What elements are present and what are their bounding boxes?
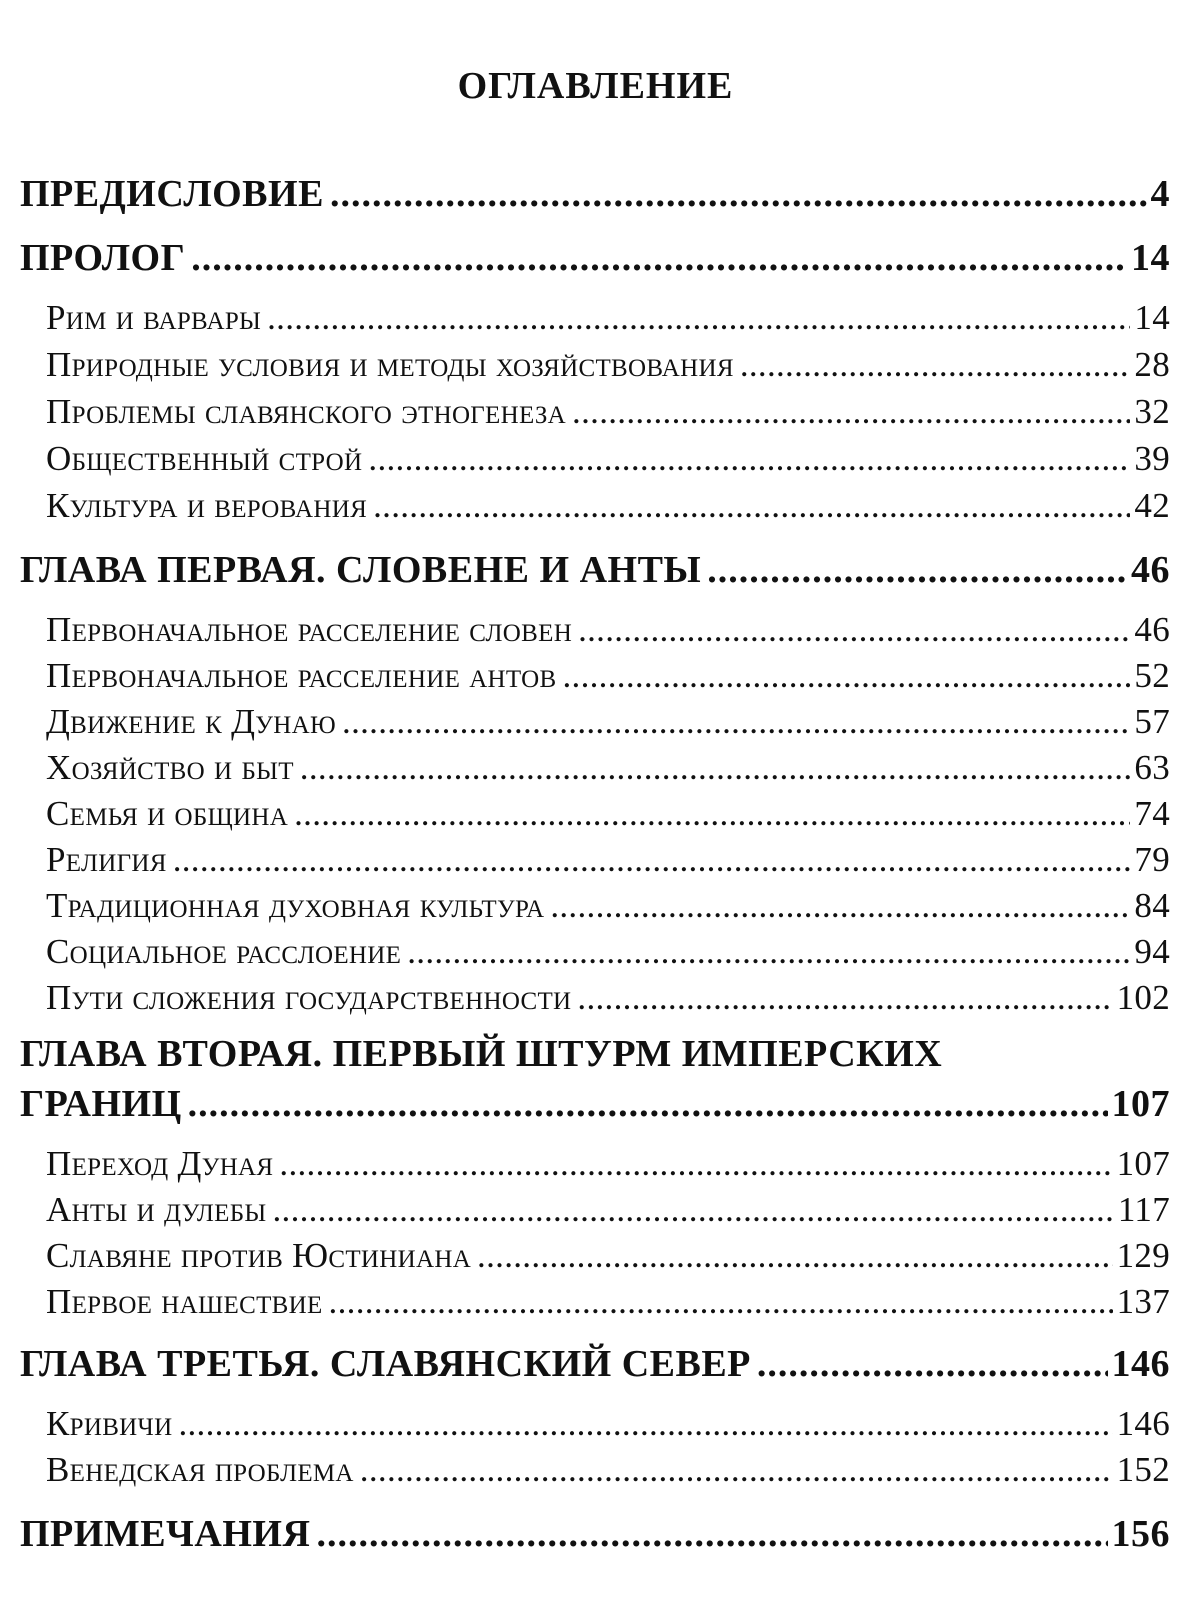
dot-leader (342, 702, 1130, 742)
toc-entry-family[interactable] (46, 794, 1170, 834)
toc-entry-page: 117 (1117, 1190, 1170, 1229)
dot-leader (578, 610, 1130, 650)
toc-entry-label: Проблемы славянского этногенеза (46, 392, 567, 431)
toc-entry-label: Культура и верования (46, 486, 368, 525)
toc-entry-social-order[interactable] (46, 439, 1170, 479)
toc-entry-page: 129 (1116, 1236, 1170, 1275)
toc-entry-notes[interactable] (20, 1512, 1170, 1556)
toc-entry-prologue[interactable] (20, 236, 1170, 280)
toc-entry-page: 152 (1116, 1450, 1170, 1489)
dot-leader (368, 439, 1130, 479)
toc-entry-page: 28 (1134, 345, 1170, 384)
dot-leader (329, 1282, 1113, 1322)
toc-entry-page: 146 (1111, 1343, 1170, 1385)
toc-entry-economy[interactable] (46, 748, 1170, 788)
toc-entry-anty-duleby[interactable] (46, 1190, 1170, 1230)
toc-entry-rome[interactable] (46, 298, 1170, 338)
toc-entry-label: Первоначальное расселение антов (46, 656, 557, 695)
toc-entry-page: 46 (1131, 549, 1170, 591)
toc-entry-label: Семья и община (46, 794, 289, 833)
page-title: ОГЛАВЛЕНИЕ (457, 65, 734, 107)
toc-entry-label: Кривичи (46, 1404, 173, 1443)
toc-entry-nature[interactable] (46, 345, 1170, 385)
toc-entry-page: 63 (1134, 748, 1170, 787)
dot-leader (562, 656, 1130, 696)
dot-leader (330, 172, 1147, 216)
dot-leader (477, 1236, 1113, 1276)
dot-leader (272, 1190, 1113, 1230)
dot-leader (360, 1450, 1113, 1490)
toc-entry-label: ПРИМЕЧАНИЯ (20, 1513, 311, 1555)
toc-entry-page: 52 (1134, 656, 1170, 695)
toc-entry-page: 32 (1134, 392, 1170, 431)
dot-leader (373, 486, 1130, 526)
toc-entry-label: Хозяйство и быт (46, 748, 294, 787)
toc-entry-label: Социальное расслоение (46, 932, 402, 971)
dot-leader (550, 886, 1130, 926)
toc-entry-culture-beliefs[interactable] (46, 486, 1170, 526)
toc-entry-label: ГРАНИЦ (20, 1083, 182, 1125)
toc-entry-page: 14 (1131, 237, 1170, 279)
toc-entry-page: 107 (1116, 1144, 1170, 1183)
toc-entry-label: Рим и варвары (46, 298, 262, 337)
toc-entry-label: ПРОЛОГ (20, 237, 186, 279)
dot-leader (757, 1342, 1108, 1386)
toc-entry-page: 57 (1134, 702, 1170, 741)
toc-entry-page: 74 (1134, 794, 1170, 833)
toc-entry-first-invasion[interactable] (46, 1282, 1170, 1322)
toc-entry-page: 137 (1116, 1282, 1170, 1321)
dot-leader (173, 840, 1131, 880)
toc-entry-preface[interactable] (20, 172, 1170, 216)
dot-leader (316, 1512, 1107, 1556)
toc-entry-label: Венедская проблема (46, 1450, 354, 1489)
toc-entry-label: Пути сложения государственности (46, 978, 572, 1017)
toc-entry-page: 79 (1134, 840, 1170, 879)
toc-entry-page: 39 (1134, 439, 1170, 478)
toc-entry-chapter-3[interactable] (20, 1342, 1170, 1386)
toc-entry-statehood[interactable] (46, 978, 1170, 1018)
toc-entry-label: ГЛАВА ПЕРВАЯ. СЛОВЕНЕ И АНТЫ (20, 549, 702, 591)
toc-entry-page: 14 (1134, 298, 1170, 337)
toc-entry-stratification[interactable] (46, 932, 1170, 972)
toc-entry-danube-movement[interactable] (46, 702, 1170, 742)
toc-entry-label: Религия (46, 840, 167, 879)
toc-entry-label: Первое нашествие (46, 1282, 323, 1321)
toc-entry-sloveni-settlement[interactable] (46, 610, 1170, 650)
dot-leader (300, 748, 1131, 788)
toc-entry-label: Традиционная духовная культура (46, 886, 545, 925)
toc-entry-label: Славяне против Юстиниана (46, 1236, 472, 1275)
toc-entry-page: 107 (1111, 1083, 1170, 1125)
toc-entry-page: 84 (1134, 886, 1170, 925)
dot-leader (294, 794, 1130, 834)
toc-entry-spiritual-culture[interactable] (46, 886, 1170, 926)
dot-leader (188, 1082, 1108, 1126)
toc-entry-label: Анты и дулебы (46, 1190, 267, 1229)
toc-entry-label: Природные условия и методы хозяйствования (46, 345, 734, 384)
toc-entry-chapter-1[interactable] (20, 548, 1170, 592)
dot-leader (577, 978, 1112, 1018)
toc-entry-vened[interactable] (46, 1450, 1170, 1490)
toc-entry-page: 46 (1134, 610, 1170, 649)
dot-leader (740, 345, 1131, 385)
toc-entry-label: ПРЕДИСЛОВИЕ (20, 173, 324, 215)
dot-leader (407, 932, 1130, 972)
toc-entry-page: 156 (1111, 1513, 1170, 1555)
toc-entry-page: 146 (1116, 1404, 1170, 1443)
toc-entry-page: 42 (1134, 486, 1170, 525)
dot-leader (178, 1404, 1112, 1444)
dot-leader (572, 392, 1130, 432)
toc-entry-label: ГЛАВА ТРЕТЬЯ. СЛАВЯНСКИЙ СЕВЕР (20, 1343, 751, 1385)
toc-entry-label: Переход Дуная (46, 1144, 274, 1183)
toc-entry-page: 94 (1134, 932, 1170, 971)
dot-leader (267, 298, 1130, 338)
toc-entry-religion[interactable] (46, 840, 1170, 880)
toc-entry-label: Движение к Дунаю (46, 702, 337, 741)
dot-leader (191, 236, 1127, 280)
toc-entry-justinian[interactable] (46, 1236, 1170, 1276)
toc-entry-label: Общественный строй (46, 439, 363, 478)
toc-entry-chapter-2[interactable] (20, 1082, 1170, 1126)
toc-entry-ethnogenesis[interactable] (46, 392, 1170, 432)
toc-entry-label: Первоначальное расселение словен (46, 610, 573, 649)
dot-leader (279, 1144, 1112, 1184)
toc-entry-krivichi[interactable] (46, 1404, 1170, 1444)
toc-entry-danube-crossing[interactable] (46, 1144, 1170, 1184)
dot-leader (707, 548, 1127, 592)
toc-entry-page: 102 (1116, 978, 1170, 1017)
toc-entry-page: 4 (1150, 173, 1170, 215)
toc-entry-anty-settlement[interactable] (46, 656, 1170, 696)
toc-entry-chapter-2-line1[interactable]: ГЛАВА ВТОРАЯ. ПЕРВЫЙ ШТУРМ ИМПЕРСКИХ (20, 1033, 943, 1075)
